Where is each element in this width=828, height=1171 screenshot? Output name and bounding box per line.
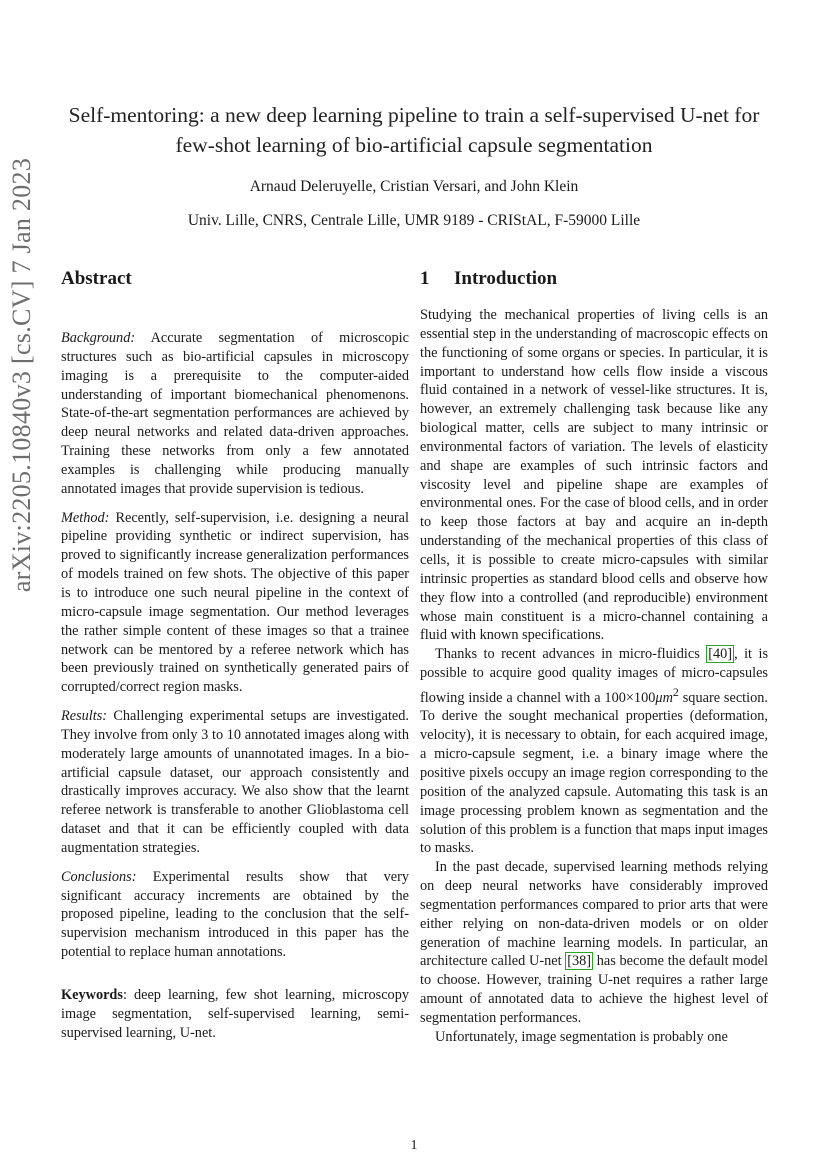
page-number: 1 [410, 1138, 418, 1153]
paper-title: Self-mentoring: a new deep learning pipeline to train a self-supervised U-net for few-shot learning of bio-artificial capsule segmentation [68, 103, 760, 157]
abstract-method [61, 509, 409, 697]
paper-affiliation: Univ. Lille, CNRS, Centrale Lille, UMR 9189 - CRIStAL, F-59000 Lille [187, 212, 641, 229]
abstract-results [61, 707, 409, 858]
keywords-text: : deep learning, few shot learning, microscopy image segmentation, self-supervised learning, semi-supervised learning, U-net. [61, 987, 409, 1041]
right-column [420, 266, 768, 1047]
citation-link-40[interactable]: [40] [708, 646, 733, 663]
citation-link-38[interactable]: [38] [567, 953, 592, 970]
intro-paragraph-4: Unfortunately, image segmentation is probably one [435, 1028, 728, 1045]
conclusions-label: Conclusions: [61, 868, 137, 885]
introduction-heading [420, 266, 768, 292]
results-label: Results: [61, 708, 108, 725]
left-column [61, 266, 409, 1043]
intro-paragraph-2 [420, 645, 768, 858]
results-text: Challenging experimental setups are investigated. They involve from only 3 to 10 annotated images along with moderately large amounts of unannotated images. In a bio-artificial capsule dataset, our approach consistently and drastically improves accuracy. We also show that the learnt referee network is transferable to another Glioblastoma cell dataset and that it can be efficiently coupled with data augmentation strategies. [61, 708, 409, 856]
method-text: Recently, self-supervision, i.e. designing a neural pipeline providing synthetic or indirect supervision, has proved to significantly increase generalization performances of models trained on few shots. The objective of this paper is to introduce one such neural pipeline in the context of micro-capsule image segmentation. Our method leverages the rather simple content of these images so that a trainee network can be mentored by a referee network which has been previously trained on synthetically generated pairs of corrupted/correct region masks. [61, 509, 409, 696]
p2-text-a: Thanks to recent advances in micro-fluidics [435, 646, 707, 663]
p3-text-a: In the past decade, supervised learning methods relying on deep neural networks have considerably improved segmentation performances compared to prior arts that were either relying on non-data-driven models or on older generation of machine learning models. In particular, an architecture called U-net [420, 859, 768, 970]
background-label: Background: [61, 330, 136, 346]
p2-text-b: , it is possible to acquire good quality images of micro-capsules flowing inside a channel with a 100×100 [420, 646, 769, 706]
intro-paragraph-1: Studying the mechanical properties of living cells is an essential step in the understanding of macroscopic effects on the functioning of some organs or species. In particular, it is important to understand how cells flow inside a viscous fluid contained in a network of vessel-like structures. It is, however, an extremely challenging task because like any biological matter, cells are subject to many intrinsic or environmental factors of variation. The levels of elasticity and shape are examples of such intrinsic factors and viscosity level and pipeline shape are examples of environmental ones. For the case of blood cells, and in order to keep those factors at bay and acquire an in-depth understanding of the mechanical properties of this class of cells, it is possible to create micro-capsules with similar intrinsic properties as standard blood cells and observe how they flow into a controlled (and reproducible) environment whose main constituent is a micro-channel containing a fluid with known specifications. [420, 307, 768, 644]
keywords [61, 986, 409, 1043]
abstract-background [61, 329, 409, 499]
paper-authors: Arnaud Deleruyelle, Cristian Versari, and John Klein [249, 178, 579, 195]
abstract-conclusions [61, 868, 409, 962]
unit-superscript: 2 [672, 684, 679, 699]
section-number: 1 [420, 268, 430, 289]
method-label: Method: [61, 509, 110, 526]
intro-paragraph-3 [420, 858, 768, 1028]
background-text: Accurate segmentation of microscopic structures such as bio-artificial capsules in microscopy imaging is a prerequisite to the computer-aided understanding of important biomechanical phenomenons. State-of-the-art segmentation performances are achieved by deep neural networks and related data-driven approaches. Training these networks from only a few annotated examples is challenging while producing manually annotated images that provide supervision is tedious. [61, 330, 409, 497]
unit-mu-m: μm [655, 689, 673, 706]
arxiv-id: arXiv:2205.10840v3 [cs.CV] 7 Jan 2023 [7, 157, 36, 593]
p2-text-c: square section. To derive the sought mechanical properties (deformation, velocity), it is necessary to obtain, for each acquired image, a micro-capsule segment, i.e. a binary image where the positive pixels occupy an image region corresponding to the position of the analyzed capsule. Automating this task is an image processing problem known as segmentation and the solution of this problem is a function that maps input images to masks. [420, 689, 768, 857]
conclusions-text: Experimental results show that very significant accuracy increments are obtained by the proposed pipeline, leading to the conclusion that the self-supervision mechanism introduced in this paper has the potential to replace human annotations. [61, 868, 409, 961]
p3-text-b: has become the default model to choose. However, training U-net requires a rather large amount of annotated data to achieve the highest level of segmentation performances. [420, 953, 768, 1026]
abstract-heading: Abstract [61, 268, 132, 289]
section-title: Introduction [454, 268, 558, 289]
keywords-label: Keywords [61, 987, 123, 1003]
